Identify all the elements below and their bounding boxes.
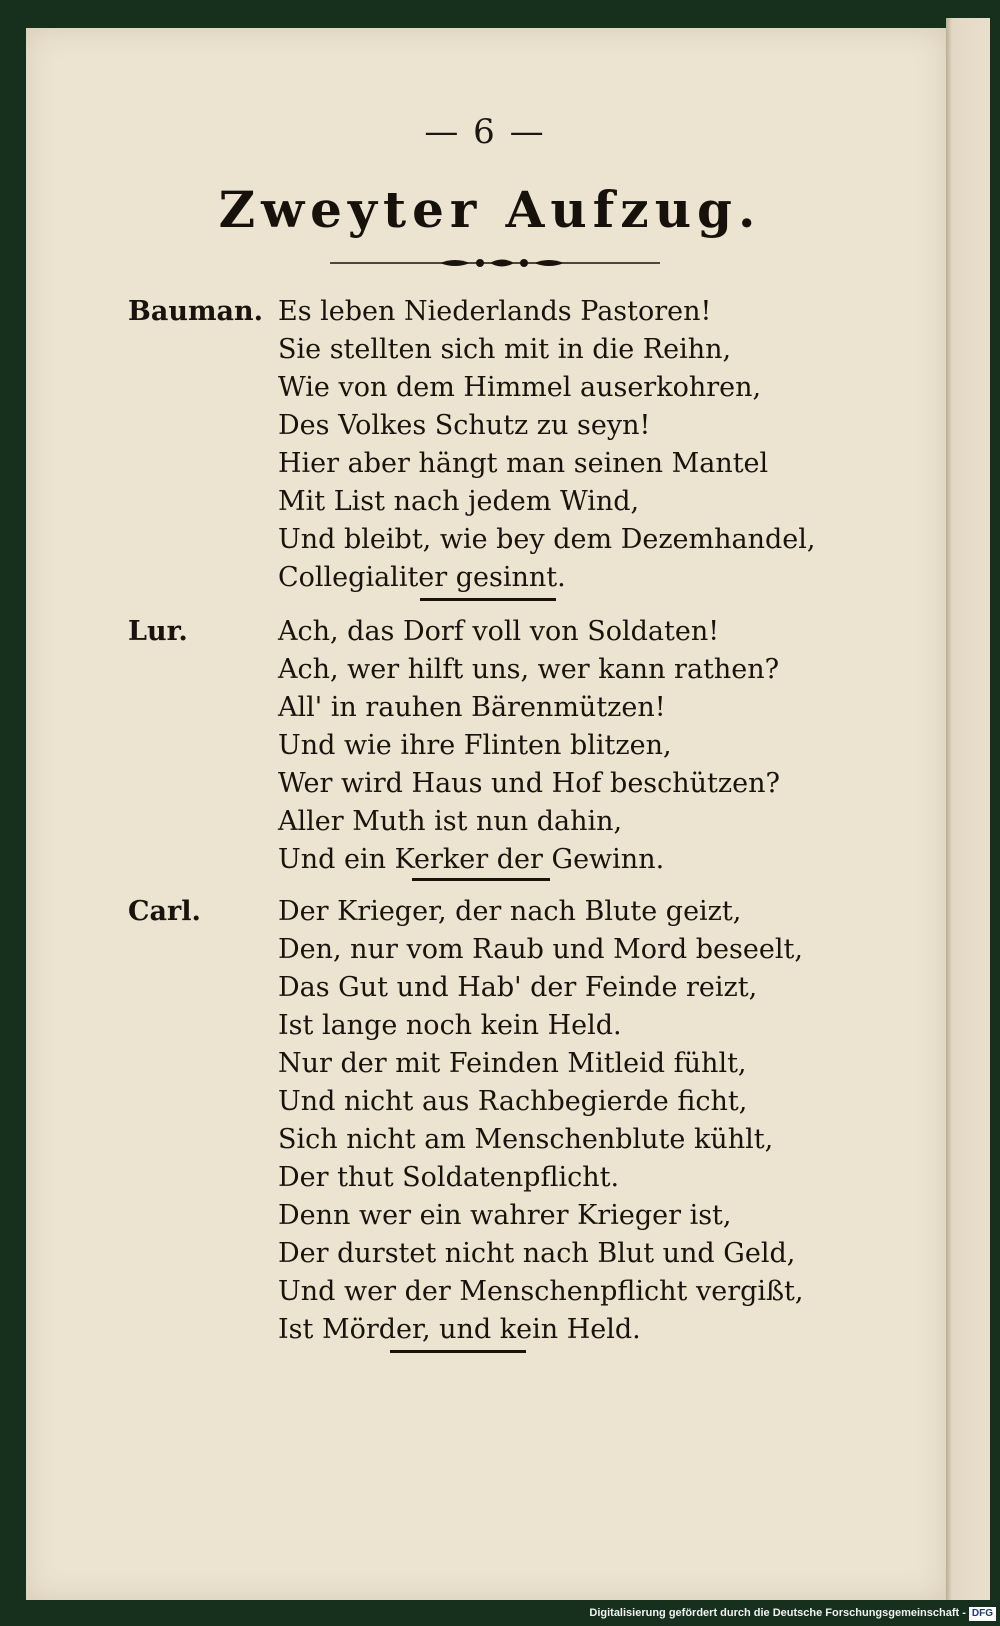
- verse-line: Ist Mörder, und kein Held.: [278, 1314, 641, 1345]
- verse-line: Sich nicht am Menschenblute kühlt,: [278, 1124, 774, 1155]
- verse-line: Wer wird Haus und Hof beschützen?: [278, 768, 780, 799]
- verse-line: Den, nur vom Raub und Mord beseelt,: [278, 934, 803, 965]
- speaker-name: Lur.: [128, 616, 188, 647]
- verse-line: Das Gut und Hab' der Feinde reizt,: [278, 972, 758, 1003]
- ornament-divider: [330, 254, 660, 272]
- verse-end-rule: [420, 598, 556, 601]
- digitization-credit: [576, 1604, 996, 1622]
- verse-line: Mit List nach jedem Wind,: [278, 486, 640, 517]
- verse-line: Sie stellten sich mit in die Reihn,: [278, 334, 732, 365]
- verse-line: Denn wer ein wahrer Krieger ist,: [278, 1200, 732, 1231]
- verse-line: Ist lange noch kein Held.: [278, 1010, 622, 1041]
- verse-line: Der thut Soldatenpflicht.: [278, 1162, 620, 1193]
- verse-line: Der durstet nicht nach Blut und Geld,: [278, 1238, 796, 1269]
- act-title: Zweyter Aufzug.: [218, 180, 762, 239]
- verse-line: Und wer der Menschenpflicht vergißt,: [278, 1276, 804, 1307]
- verse-line: Ach, wer hilft uns, wer kann rathen?: [278, 654, 780, 685]
- verse-line: Collegialiter gesinnt.: [278, 562, 566, 593]
- credit-text: Digitalisierung gefördert durch die Deutsche Forschungsgemeinschaft -: [589, 1607, 966, 1619]
- next-page-edge: [946, 18, 990, 1600]
- verse-line: Und ein Kerker der Gewinn.: [278, 844, 665, 875]
- verse-line: Des Volkes Schutz zu seyn!: [278, 410, 651, 441]
- verse-line: Es leben Niederlands Pastoren!: [278, 296, 712, 327]
- verse-line: Wie von dem Himmel auserkohren,: [278, 372, 762, 403]
- verse-line: All' in rauhen Bärenmützen!: [278, 692, 666, 723]
- verse-line: Und wie ihre Flinten blitzen,: [278, 730, 672, 761]
- verse-line: Nur der mit Feinden Mitleid fühlt,: [278, 1048, 747, 1079]
- speaker-name: Carl.: [128, 896, 201, 927]
- verse-end-rule: [390, 1350, 526, 1353]
- verse-line: Aller Muth ist nun dahin,: [278, 806, 623, 837]
- verse-line: Der Krieger, der nach Blute geizt,: [278, 896, 742, 927]
- speaker-name: Bauman.: [128, 296, 264, 327]
- verse-line: Und nicht aus Rachbegierde ficht,: [278, 1086, 748, 1117]
- verse-line: Und bleibt, wie bey dem Dezemhandel,: [278, 524, 816, 555]
- verse-line: Hier aber hängt man seinen Mantel: [278, 448, 769, 479]
- dfg-logo: DFG: [969, 1607, 996, 1621]
- verse-line: Ach, das Dorf voll von Soldaten!: [278, 616, 720, 647]
- page-number: — 6 —: [424, 112, 546, 152]
- verse-end-rule: [412, 878, 550, 881]
